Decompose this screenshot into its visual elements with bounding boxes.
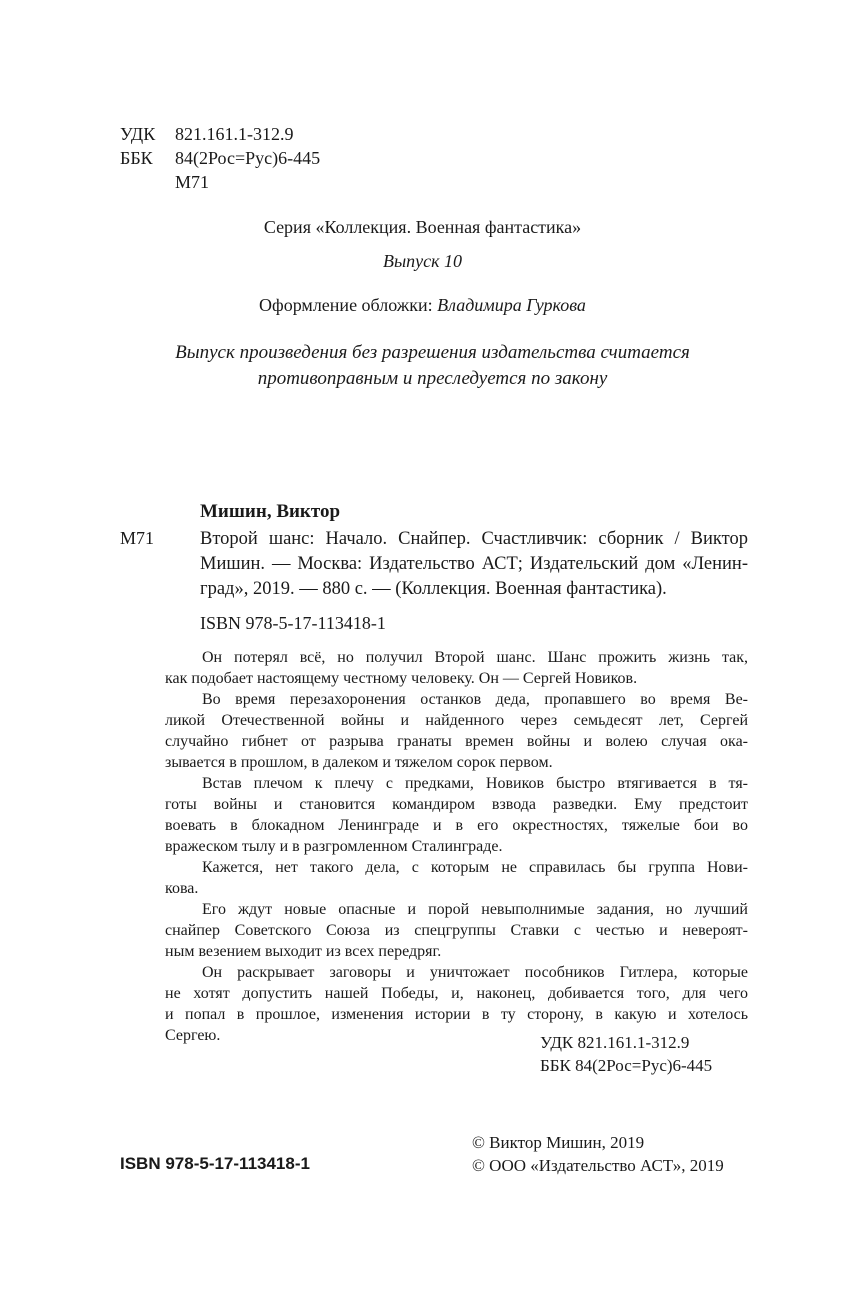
annotation-line: кова.	[165, 880, 199, 897]
annotation	[165, 647, 748, 1046]
annotation-line: как подобает настоящему честному человеку. Он — Сергей Новиков.	[165, 670, 638, 687]
annotation-paragraph	[165, 773, 748, 857]
annotation-line: воевать в блокадном Ленинграде и в его окрестностях, тяжелые бои во	[165, 817, 748, 834]
annotation-line: Его ждут новые опасные и порой невыполнимые задания, но лучший	[202, 901, 748, 918]
catalog-author: Мишин, Виктор	[200, 501, 341, 522]
copyright-publisher: © ООО «Издательство АСТ», 2019	[472, 1156, 724, 1175]
annotation-line: Встав плечом к плечу с предками, Новиков быстро втягивается в тя-	[202, 775, 748, 792]
annotation-line: случайно гибнет от разрыва гранаты времен войны и волею случая ока-	[165, 733, 748, 750]
bbk-label: ББК	[120, 148, 153, 168]
annotation-line: вражеском тылу и в разгромленном Сталинграде.	[165, 838, 503, 855]
footer-udk: УДК 821.161.1-312.9	[540, 1033, 690, 1052]
footer-codes	[540, 1031, 712, 1077]
annotation-line: снайпер Советского Союза из спецгруппы Ставки с честью и невероят-	[165, 922, 748, 939]
annotation-paragraph	[165, 899, 748, 962]
legal-warning-line-1: Выпуск произведения без разрешения издательства считается	[175, 342, 690, 363]
cover-credit-prefix: Оформление обложки:	[259, 295, 438, 315]
cover-credit	[0, 295, 845, 316]
cover-designer: Владимира Гуркова	[437, 295, 586, 315]
bibliographic-description	[200, 527, 748, 602]
copyright-block	[472, 1131, 724, 1177]
annotation-paragraph	[165, 647, 748, 689]
footer-isbn: ISBN 978-5-17-113418-1	[120, 1154, 310, 1173]
annotation-line: и попал в прошлое, изменения истории в ту сторону, в какую и хотелось	[165, 1006, 748, 1023]
annotation-paragraph	[165, 857, 748, 899]
annotation-line: не хотят допустить нашей Победы, и, наконец, добивается того, для чего	[165, 985, 748, 1002]
catalog-index-code: М71	[120, 528, 155, 548]
annotation-line: Он раскрывает заговоры и уничтожает пособников Гитлера, которые	[202, 964, 748, 981]
bbk-value: 84(2Рос=Рус)6-445	[175, 148, 321, 168]
series-title: Серия «Коллекция. Военная фантастика»	[263, 217, 582, 237]
annotation-line: зывается в прошлом, в далеком и тяжелом сорок первом.	[165, 754, 553, 771]
biblio-line: град», 2019. — 880 с. — (Коллекция. Военная фантастика).	[200, 579, 667, 599]
annotation-line: Кажется, нет такого дела, с которым не справилась бы группа Нови-	[202, 859, 748, 876]
udk-value: 821.161.1-312.9	[175, 124, 294, 144]
catalog-isbn: ISBN 978-5-17-113418-1	[200, 613, 386, 633]
annotation-line: ным везением выходит из всех передряг.	[165, 943, 442, 960]
copyright-author: © Виктор Мишин, 2019	[472, 1133, 645, 1152]
annotation-line: Он потерял всё, но получил Второй шанс. Шанс прожить жизнь так,	[202, 649, 748, 666]
annotation-line: Сергею.	[165, 1027, 221, 1044]
annotation-line: ликой Отечественной войны и найденного через семьдесят лет, Сергей	[165, 712, 748, 729]
footer-bbk: ББК 84(2Рос=Рус)6-445	[540, 1056, 713, 1075]
udk-label: УДК	[120, 124, 156, 144]
author-mark: М71	[175, 172, 210, 192]
annotation-line: Во время перезахоронения останков деда, пропавшего во время Ве-	[202, 691, 748, 708]
classification-codes	[120, 122, 320, 194]
author-mark-row	[120, 170, 320, 194]
biblio-line: Мишин. — Москва: Издательство АСТ; Издательский дом «Ленин-	[200, 554, 748, 574]
annotation-line: готы войны и становится командиром взвода разведки. Ему предстоит	[165, 796, 748, 813]
biblio-line: Второй шанс: Начало. Снайпер. Счастливчик: сборник / Виктор	[200, 529, 748, 549]
udk-row	[120, 122, 320, 146]
series-issue: Выпуск 10	[382, 251, 463, 271]
legal-warning	[100, 340, 765, 392]
legal-warning-line-2: противоправным и преследуется по закону	[257, 368, 608, 389]
annotation-paragraph	[165, 689, 748, 773]
bbk-row	[120, 146, 320, 170]
